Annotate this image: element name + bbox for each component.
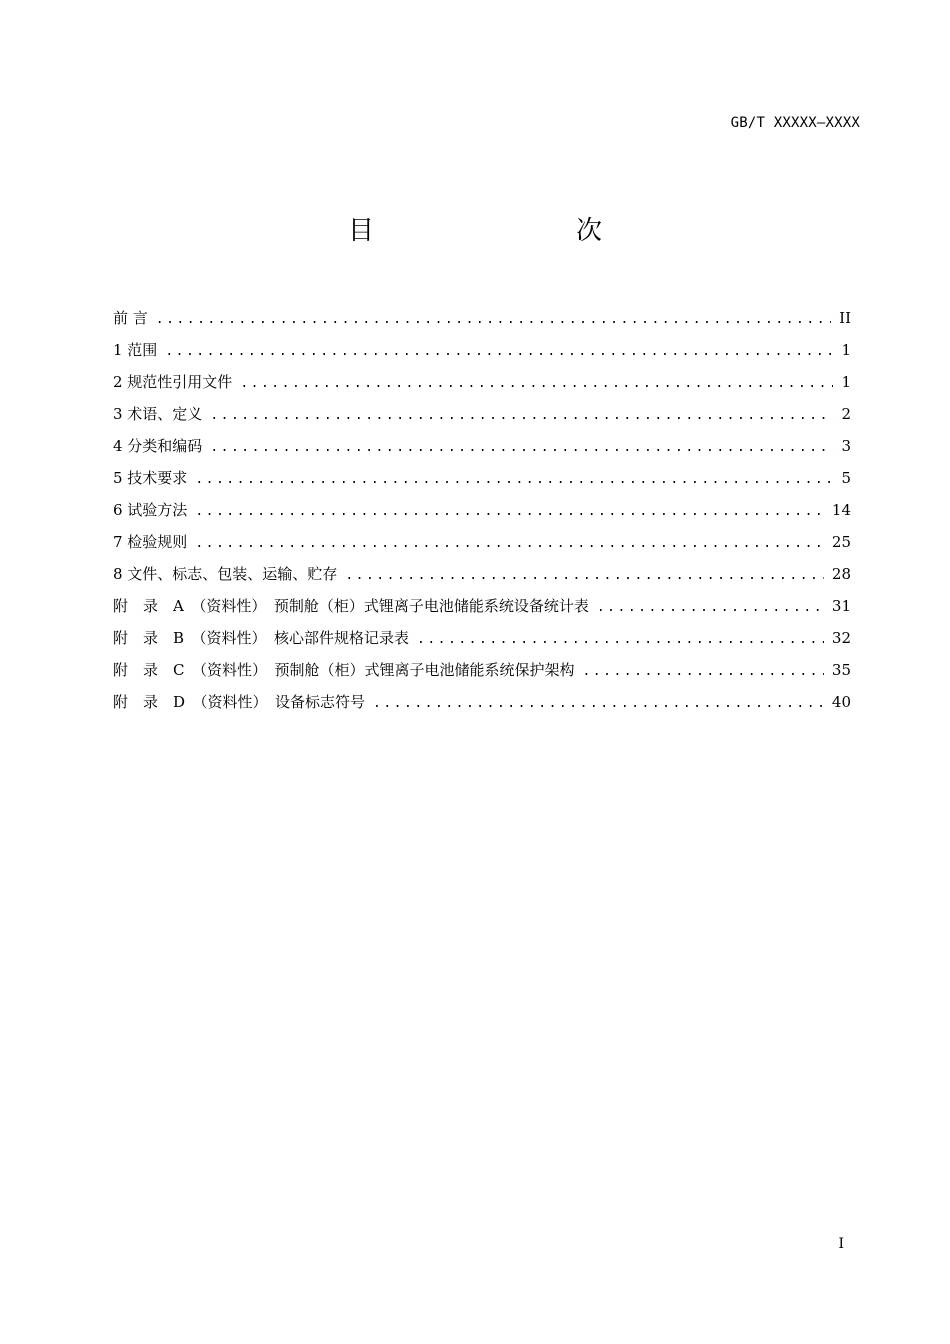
toc-entry-4[interactable] xyxy=(113,432,851,464)
toc-leader-dots xyxy=(373,690,824,718)
page-number: I xyxy=(838,1236,844,1252)
toc-entry-label: 1 范围 xyxy=(113,341,158,359)
toc-entry-label: 附 录 B （资料性） 核心部件规格记录表 xyxy=(113,629,410,647)
toc-entry-appendix-a[interactable] xyxy=(113,592,851,624)
toc-entry-page: 1 xyxy=(841,341,851,359)
toc-leader-dots xyxy=(195,466,833,494)
toc-entry-page: 40 xyxy=(831,693,851,711)
table-of-contents xyxy=(113,304,851,720)
toc-entry-label: 7 检验规则 xyxy=(113,533,188,551)
toc-entry-label: 3 术语、定义 xyxy=(113,405,203,423)
toc-entry-label: 6 试验方法 xyxy=(113,501,188,519)
toc-entry-page: 2 xyxy=(841,405,851,423)
toc-entry-7[interactable] xyxy=(113,528,851,560)
toc-entry-page: 14 xyxy=(831,501,851,519)
standard-code: GB/T XXXXX—XXXX xyxy=(730,115,860,131)
toc-entry-appendix-d[interactable] xyxy=(113,688,851,720)
toc-leader-dots xyxy=(165,338,833,366)
toc-entry-label: 附 录 A （资料性） 预制舱（柜）式锂离子电池储能系统设备统计表 xyxy=(113,597,589,615)
toc-entry-6[interactable] xyxy=(113,496,851,528)
toc-entry-label: 附 录 D （资料性） 设备标志符号 xyxy=(113,693,366,711)
toc-entry-label: 5 技术要求 xyxy=(113,469,188,487)
toc-leader-dots xyxy=(417,626,824,654)
toc-entry-label: 4 分类和编码 xyxy=(113,437,203,455)
toc-entry-page: 32 xyxy=(831,629,851,647)
toc-entry-page: 31 xyxy=(831,597,851,615)
toc-entry-appendix-c[interactable] xyxy=(113,656,851,688)
toc-leader-dots xyxy=(345,562,824,590)
toc-leader-dots xyxy=(210,402,833,430)
toc-entry-page: 5 xyxy=(841,469,851,487)
toc-entry-label: 前 言 xyxy=(113,309,148,327)
toc-entry-1[interactable] xyxy=(113,336,851,368)
toc-entry-preface[interactable] xyxy=(113,304,851,336)
toc-leader-dots xyxy=(195,530,824,558)
toc-entry-label: 8 文件、标志、包装、运输、贮存 xyxy=(113,565,338,583)
toc-entry-label: 附 录 C （资料性） 预制舱（柜）式锂离子电池储能系统保护架构 xyxy=(113,661,575,679)
toc-leader-dots xyxy=(195,498,824,526)
toc-entry-page: 25 xyxy=(831,533,851,551)
toc-leader-dots xyxy=(582,658,823,686)
toc-leader-dots xyxy=(210,434,833,462)
toc-entry-2[interactable] xyxy=(113,368,851,400)
toc-entry-label: 2 规范性引用文件 xyxy=(113,373,233,391)
toc-entry-page: II xyxy=(839,309,851,327)
toc-entry-appendix-b[interactable] xyxy=(113,624,851,656)
page-title: 目 次 xyxy=(347,216,652,246)
toc-entry-page: 3 xyxy=(841,437,851,455)
toc-leader-dots xyxy=(597,594,824,622)
toc-entry-page: 28 xyxy=(831,565,851,583)
toc-entry-3[interactable] xyxy=(113,400,851,432)
toc-leader-dots xyxy=(240,370,833,398)
toc-entry-page: 1 xyxy=(841,373,851,391)
toc-entry-5[interactable] xyxy=(113,464,851,496)
toc-entry-page: 35 xyxy=(831,661,851,679)
toc-entry-8[interactable] xyxy=(113,560,851,592)
toc-leader-dots xyxy=(156,306,831,334)
